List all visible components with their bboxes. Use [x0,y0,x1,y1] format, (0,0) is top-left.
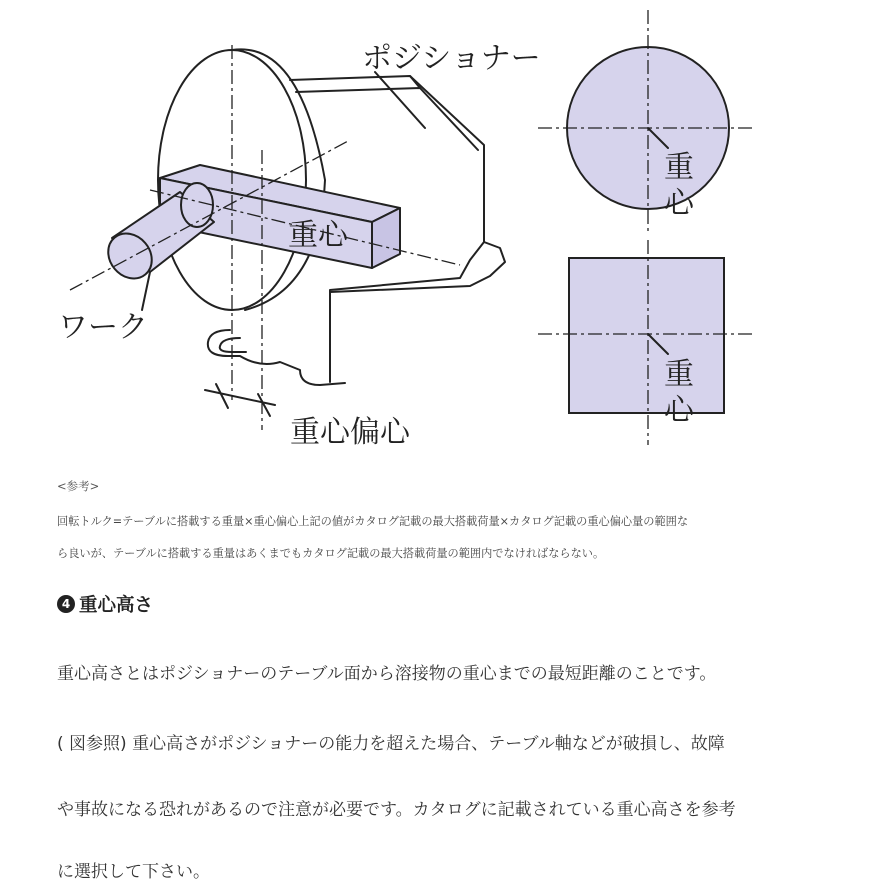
square-cog-label-1: 重 [664,357,694,392]
reference-line-1: 回転トルク=テーブルに搭載する重量×重心偏心上記の値がカタログ記載の最大搭載荷量×カタログ記載の重心偏心量の範囲な [57,515,689,528]
square-cog-label-2: 心 [664,393,694,428]
center-of-gravity-label: 重心 [288,218,348,253]
circle-cog-label-2: 心 [664,186,694,221]
circle-cross-section [538,10,752,235]
section-heading [57,591,153,617]
positioner-leader [375,72,425,128]
body-text-line-1: 重心高さとはポジショナーのテーブル面から溶接物の重心までの最短距離のことです。 [57,664,717,684]
section-number-badge: 4 [57,595,75,613]
reference-line-2: ら良いが、テーブルに搭載する重量はあくまでもカタログ記載の最大搭載荷量の範囲内でなければならない。 [57,547,605,560]
eccentricity-label: 重心偏心 [290,415,410,450]
eccentricity-dimension [205,384,275,416]
work-leader [142,272,150,310]
square-cross-section [538,240,752,445]
work-cylinder [99,183,214,287]
work-label: ワーク [58,310,148,345]
body-text-line-4: に選択して下さい。 [57,862,210,882]
body-text-line-2: ( 図参照) 重心高さがポジショナーの能力を超えた場合、テーブル軸などが破損し、故障 [57,734,725,754]
circle-cog-label-1: 重 [664,150,694,185]
reference-note: <参考> [57,479,100,493]
body-text-line-3: や事故になる恐れがあるので注意が必要です。カタログに記載されている重心高さを参考 [57,800,736,820]
positioner-label: ポジショナー [362,41,541,76]
section-title: 重心高さ [79,595,154,616]
